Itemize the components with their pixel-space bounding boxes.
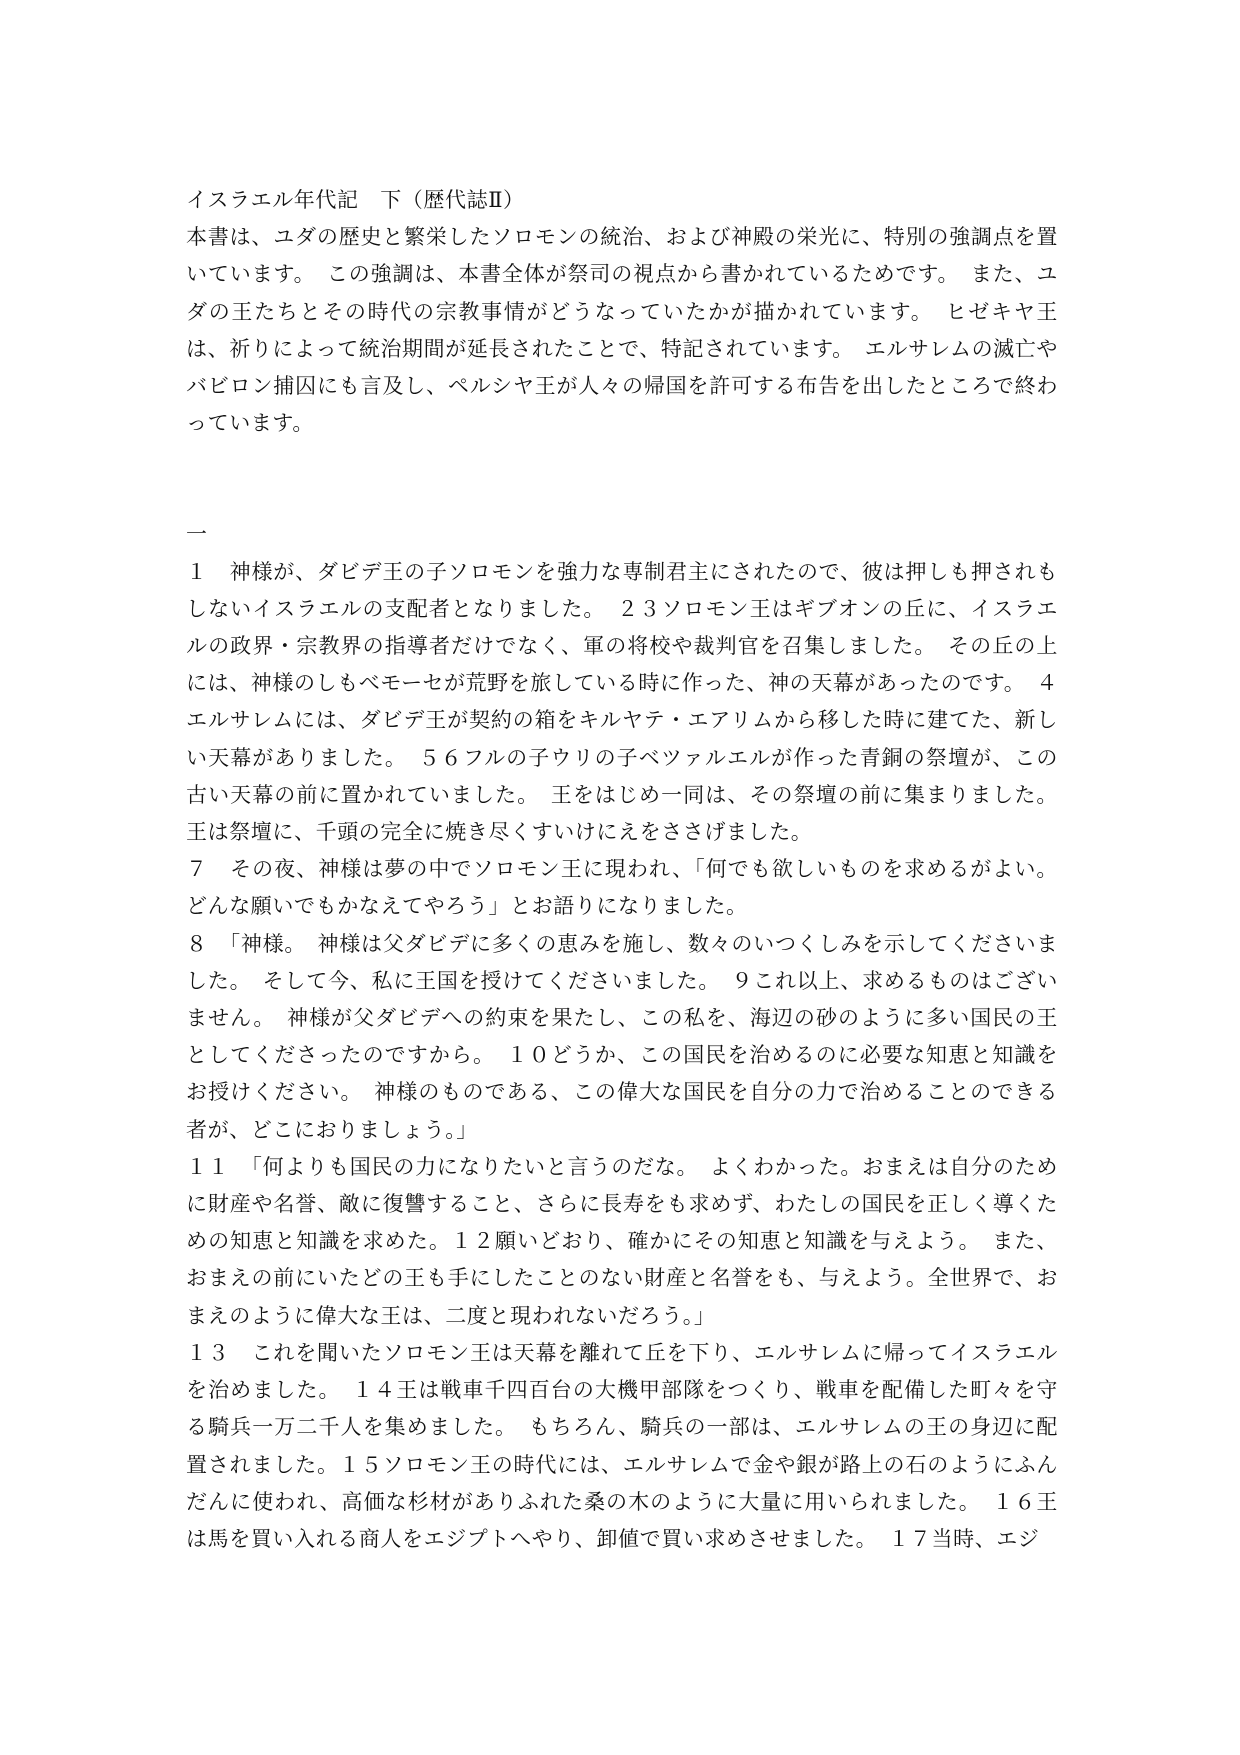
verse-paragraph: ８ 「神様。 神様は父ダビデに多くの恵みを施し、数々のいつくしみを示してくださいました。 そして今、私に王国を授けてくださいました。 ９これ以上、求めるものはございません。 神様が父ダビデへの約束を果たし、この私を、海辺の砂のように多い国民の王としてくださったのですから。 １０どうか、この国民を治めるのに必要な知恵と知識をお授けください。 神様のものである、この偉大な国民を自分の力で治めることのできる者が、どこにおりましょう。」 xyxy=(186,931,1058,1142)
verse-paragraph: ７ その夜、神様は夢の中でソロモン王に現われ、「何でも欲しいものを求めるがよい。どんな願いでもかなえてやろう」とお語りになりました。 xyxy=(186,857,1058,919)
verse-paragraph: １３ これを聞いたソロモン王は天幕を離れて丘を下り、エルサレムに帰ってイスラエルを治めました。 １４王は戦車千四百台の大機甲部隊をつくり、戦車を配備した町々を守る騎兵一万二千人を集めました。 もちろん、騎兵の一部は、エルサレムの王の身辺に配置されました。１５ソロモン王の時代には、エルサレムで金や銀が路上の石のようにふんだんに使われ、高価な杉材がありふれた桑の木のように大量に用いられました。 １６王は馬を買い入れる商人をエジプトへやり、卸値で買い求めさせました。 １７当時、エジ xyxy=(186,1340,1058,1551)
section-gap xyxy=(186,442,1058,516)
document-title: イスラエル年代記 下（歴代誌Ⅱ） xyxy=(186,188,525,212)
chapter-heading: 一 xyxy=(186,522,208,547)
verse-paragraph: １１ 「何よりも国民の力になりたいと言うのだな。 よくわかった。おまえは自分のために財産や名誉、敵に復讐すること、さらに長寿をも求めず、わたしの国民を正しく導くための知恵と知識を求めた。１２願いどおり、確かにその知恵と知識を与えよう。 また、おまえの前にいたどの王も手にしたことのない財産と名誉をも、与えよう。全世界で、おまえのように偉大な王は、二度と現われないだろう。」 xyxy=(186,1154,1058,1328)
intro-paragraph: 本書は、ユダの歴史と繁栄したソロモンの統治、および神殿の栄光に、特別の強調点を置いています。 この強調は、本書全体が祭司の視点から書かれているためです。 また、ユダの王たちとその時代の宗教事情がどうなっていたかが描かれています。 ヒゼキヤ王は、祈りによって統治期間が延長されたことで、特記されています。 エルサレムの滅亡やバビロン捕囚にも言及し、ペルシヤ王が人々の帰国を許可する布告を出したところで終わっています。 xyxy=(186,225,1058,436)
document-page xyxy=(186,182,1058,1558)
verse-paragraph: １ 神様が、ダビデ王の子ソロモンを強力な専制君主にされたので、彼は押しも押されもしないイスラエルの支配者となりました。 ２３ソロモン王はギブオンの丘に、イスラエルの政界・宗教界の指導者だけでなく、軍の将校や裁判官を召集しました。 その丘の上には、神様のしもべモーセが荒野を旅している時に作った、神の天幕があったのです。 ４エルサレムには、ダビデ王が契約の箱をキルヤテ・エアリムから移した時に建てた、新しい天幕がありました。 ５６フルの子ウリの子ベツァルエルが作った青銅の祭壇が、この古い天幕の前に置かれていました。 王をはじめ一同は、その祭壇の前に集まりました。王は祭壇に、千頭の完全に焼き尽くすいけにえをささげました。 xyxy=(186,559,1058,845)
